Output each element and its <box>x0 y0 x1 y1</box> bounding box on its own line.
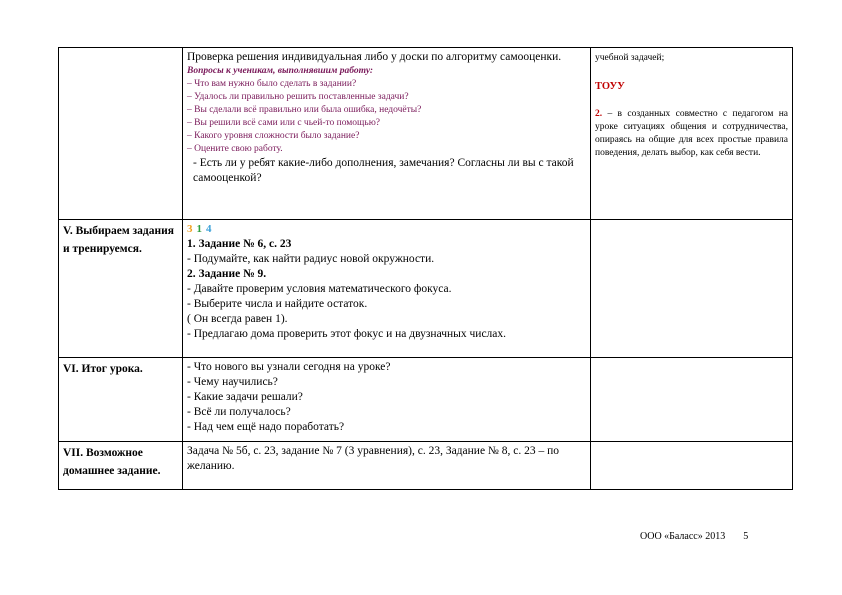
notes-top: учебной задачей; <box>595 53 665 63</box>
task-line: - Подумайте, как найти радиус новой окружности. <box>187 253 435 265</box>
stage-title: VI. Итог урока. <box>63 363 143 375</box>
page-number: 5 <box>743 531 749 542</box>
stage-title: V. Выбираем задания и тренируемся. <box>63 225 174 255</box>
stage-cell <box>59 442 183 490</box>
questions-heading: Вопросы к ученикам, выполнявшим работу: <box>187 66 374 76</box>
question-item: – Вы решили всё сами или с чьей-то помощью? <box>187 118 381 128</box>
lesson-plan-table <box>58 47 793 490</box>
question-item: – Удалось ли правильно решить поставленные задачи? <box>187 92 409 102</box>
stage-cell <box>59 48 183 220</box>
task-line: - Давайте проверим условия математического фокуса. <box>187 283 452 295</box>
content-cell <box>183 220 591 358</box>
publisher-text: ООО «Баласс» 2013 <box>640 531 726 542</box>
content-cell <box>183 358 591 442</box>
table-row <box>59 358 793 442</box>
stage-cell <box>59 358 183 442</box>
question-item: – Какого уровня сложности было задание? <box>187 131 360 141</box>
question-item: – Что вам нужно было сделать в задании? <box>187 79 357 89</box>
summary-question: - Что нового вы узнали сегодня на уроке? <box>187 361 391 373</box>
stage-title: VII. Возможное домашнее задание. <box>63 447 161 477</box>
task-line: - Предлагаю дома проверить этот фокус и на двузначных числах. <box>187 328 507 340</box>
level-digit: 4 <box>206 223 212 235</box>
task-heading: 1. Задание № 6, с. 23 <box>187 238 292 250</box>
summary-question: - Над чем ещё надо поработать? <box>187 421 345 433</box>
summary-question: - Какие задачи решали? <box>187 391 303 403</box>
summary-question: - Чему научились? <box>187 376 278 388</box>
check-intro: Проверка решения индивидуальная либо у доски по алгоритму самооценки. <box>187 51 562 63</box>
level-digit: 1 <box>196 223 202 235</box>
page-footer <box>640 531 748 542</box>
task-line: ( Он всегда равен 1). <box>187 313 288 325</box>
summary-question: - Всё ли получалось? <box>187 406 291 418</box>
notes-number: 2. <box>595 109 603 119</box>
notes-cell <box>591 358 793 442</box>
content-cell <box>183 48 591 220</box>
table-row <box>59 48 793 220</box>
notes-cell <box>591 220 793 358</box>
level-digit: 3 <box>187 223 193 235</box>
notes-text-block <box>595 108 788 160</box>
question-item: – Вы сделали всё правильно или была ошибка, недочёты? <box>187 105 422 115</box>
homework-text: Задача № 5б, с. 23, задание № 7 (3 уравнения), с. 23, Задание № 8, с. 23 – по желанию. <box>187 445 560 472</box>
notes-cell <box>591 48 793 220</box>
question-item: – Оцените свою работу. <box>187 144 283 154</box>
table-row <box>59 220 793 358</box>
notes-cell <box>591 442 793 490</box>
toyy-label: ТОУУ <box>595 81 625 92</box>
closing-question: - Есть ли у ребят какие-либо дополнения, замечания? Согласны ли вы с такой самооценкой? <box>193 157 574 184</box>
task-line: - Выберите числа и найдите остаток. <box>187 298 368 310</box>
stage-cell <box>59 220 183 358</box>
level-digits <box>187 222 586 237</box>
notes-text: – в созданных совместно с педагогом на уроке ситуациях общения и сотрудничества, опираясь на общие для всех простые правила поведения, делать выбор, как себя вести. <box>595 109 789 158</box>
table-row <box>59 442 793 490</box>
task-heading: 2. Задание № 9. <box>187 268 267 280</box>
content-cell <box>183 442 591 490</box>
